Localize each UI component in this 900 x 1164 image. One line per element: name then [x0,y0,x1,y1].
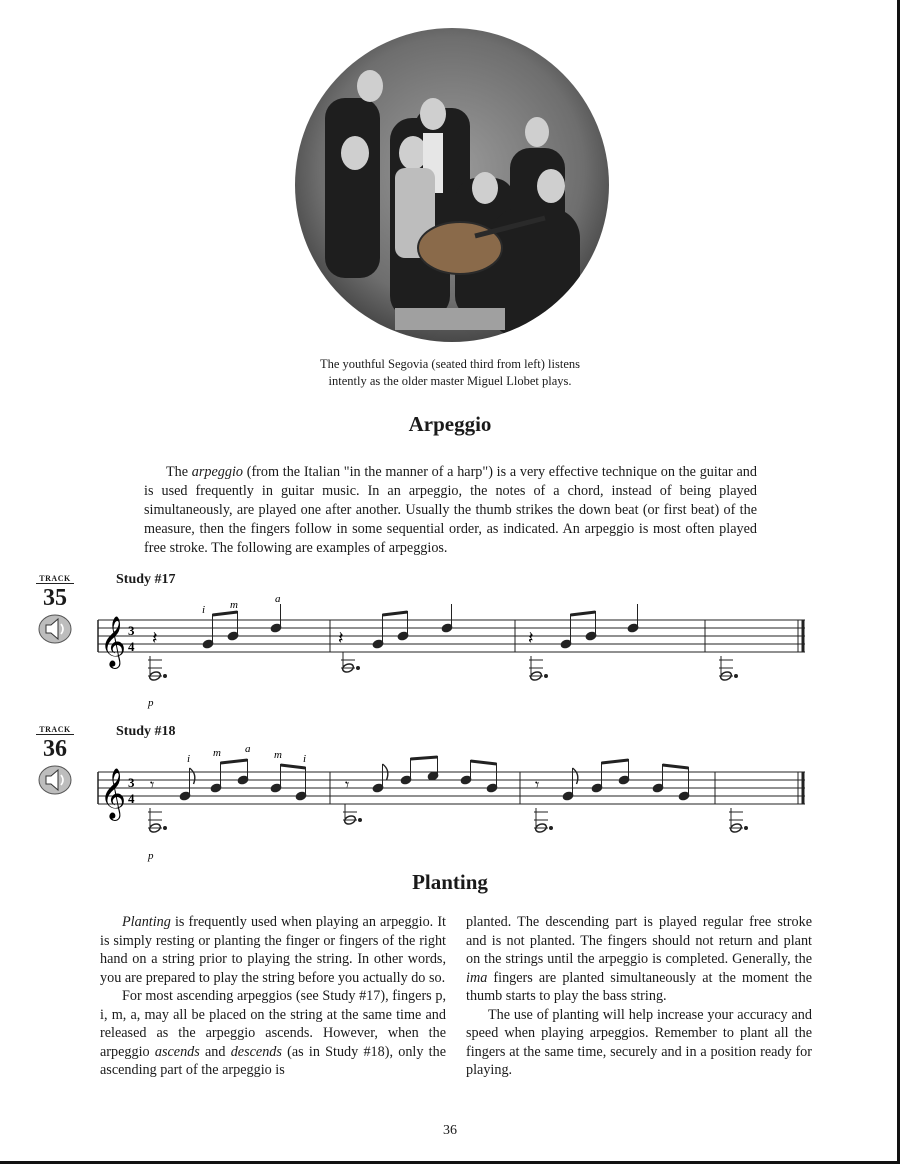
arpeggio-heading: Arpeggio [408,412,492,436]
speaker-icon[interactable] [38,765,72,795]
fingering-m: m [230,599,238,611]
fingering-i: i [187,753,191,765]
fingering-i: i [303,753,307,765]
fingering-m: m [213,747,221,759]
arpeggio-intro: The arpeggio (from the Italian "in the manner of a harp") is a very effective technique on the guitar and is used frequently in guitar music. In an arpeggio, the notes of a chord, instead of being played simultaneously, are played one after another. Usually the thumb strikes the down beat (or first beat) of the measure, then the fingers follow in some sequential order, as indicated. An arpeggio is most often played free stroke. The following are examples of arpeggios. [144,464,757,556]
planting-paragraph-3: The use of planting will help increase your accuracy and speed when playing arpeggios. Remember to plant all the fingers at the same time, securely and in a position ready for playing. [466,1006,812,1078]
track-number: 35 [43,585,67,611]
planting-heading: Planting [412,870,488,894]
study-18-title: Study #18 [116,724,176,739]
thumb-p: p [148,697,154,709]
fingering-m: m [274,749,282,761]
track-label: TRACK [36,725,73,735]
planting-column-right-tail [466,913,812,1080]
track-number: 36 [43,736,67,762]
speaker-icon[interactable] [38,614,72,644]
study-17-staff [90,590,810,710]
fingering-a: a [275,593,281,605]
time-sig-bottom: 4 [128,639,135,654]
quarter-rest-icon: 𝄽 [528,628,534,648]
quarter-rest-icon: 𝄽 [338,628,344,648]
thumb-p: p [148,850,154,862]
arpeggio-term: arpeggio [191,464,244,480]
planting-paragraph-2b: planted. The descending part is played regular free stroke and is not planted. The fingers should not return and plant on the strings until the arpeggio is completed. Generally, the ima fingers are planted simultaneously at the moment the thumb starts to play the bass string. [466,914,812,1004]
study-18-staff [90,742,810,864]
planting-paragraph-1: Planting is frequently used when playing an arpeggio. It is simply resting or planting the finger or fingers of the right hand on a string prior to playing the string. In other words, you are prepared to play the string before you actually do so. [100,914,446,986]
track-label: TRACK [36,574,73,584]
treble-clef-icon: 𝄞 [100,768,127,819]
track-35-badge[interactable] [34,568,76,644]
eighth-rest-icon: 𝄾 [150,777,155,794]
planting-column-left [100,913,446,1080]
eighth-rest-icon: 𝄾 [345,777,350,794]
caption-line-1: The youthful Segovia (seated third from left) listens [319,357,580,371]
historical-photo [295,28,609,342]
photo-caption [250,356,650,390]
time-sig-bottom: 4 [128,791,135,806]
fingering-i: i [202,604,206,616]
study-17-title: Study #17 [116,572,176,587]
quarter-rest-icon: 𝄽 [152,628,158,648]
caption-line-2: intently as the older master Miguel Llobet plays. [328,374,572,388]
eighth-rest-icon: 𝄾 [535,777,540,794]
planting-paragraph-2a: For most ascending arpeggios (see Study #17), fingers p, i, m, a, may all be placed on the string at the same time and released as the arpeggio ascends. However, when the arpeggio ascends and descends (as in Study #18), only the ascending part of the arpeggio is [100,988,446,1078]
fingering-a: a [245,743,251,755]
time-sig-top: 3 [128,623,135,638]
time-sig-top: 3 [128,775,135,790]
track-36-badge[interactable] [34,719,76,795]
treble-clef-icon: 𝄞 [100,616,127,667]
page-number: 36 [443,1123,457,1138]
